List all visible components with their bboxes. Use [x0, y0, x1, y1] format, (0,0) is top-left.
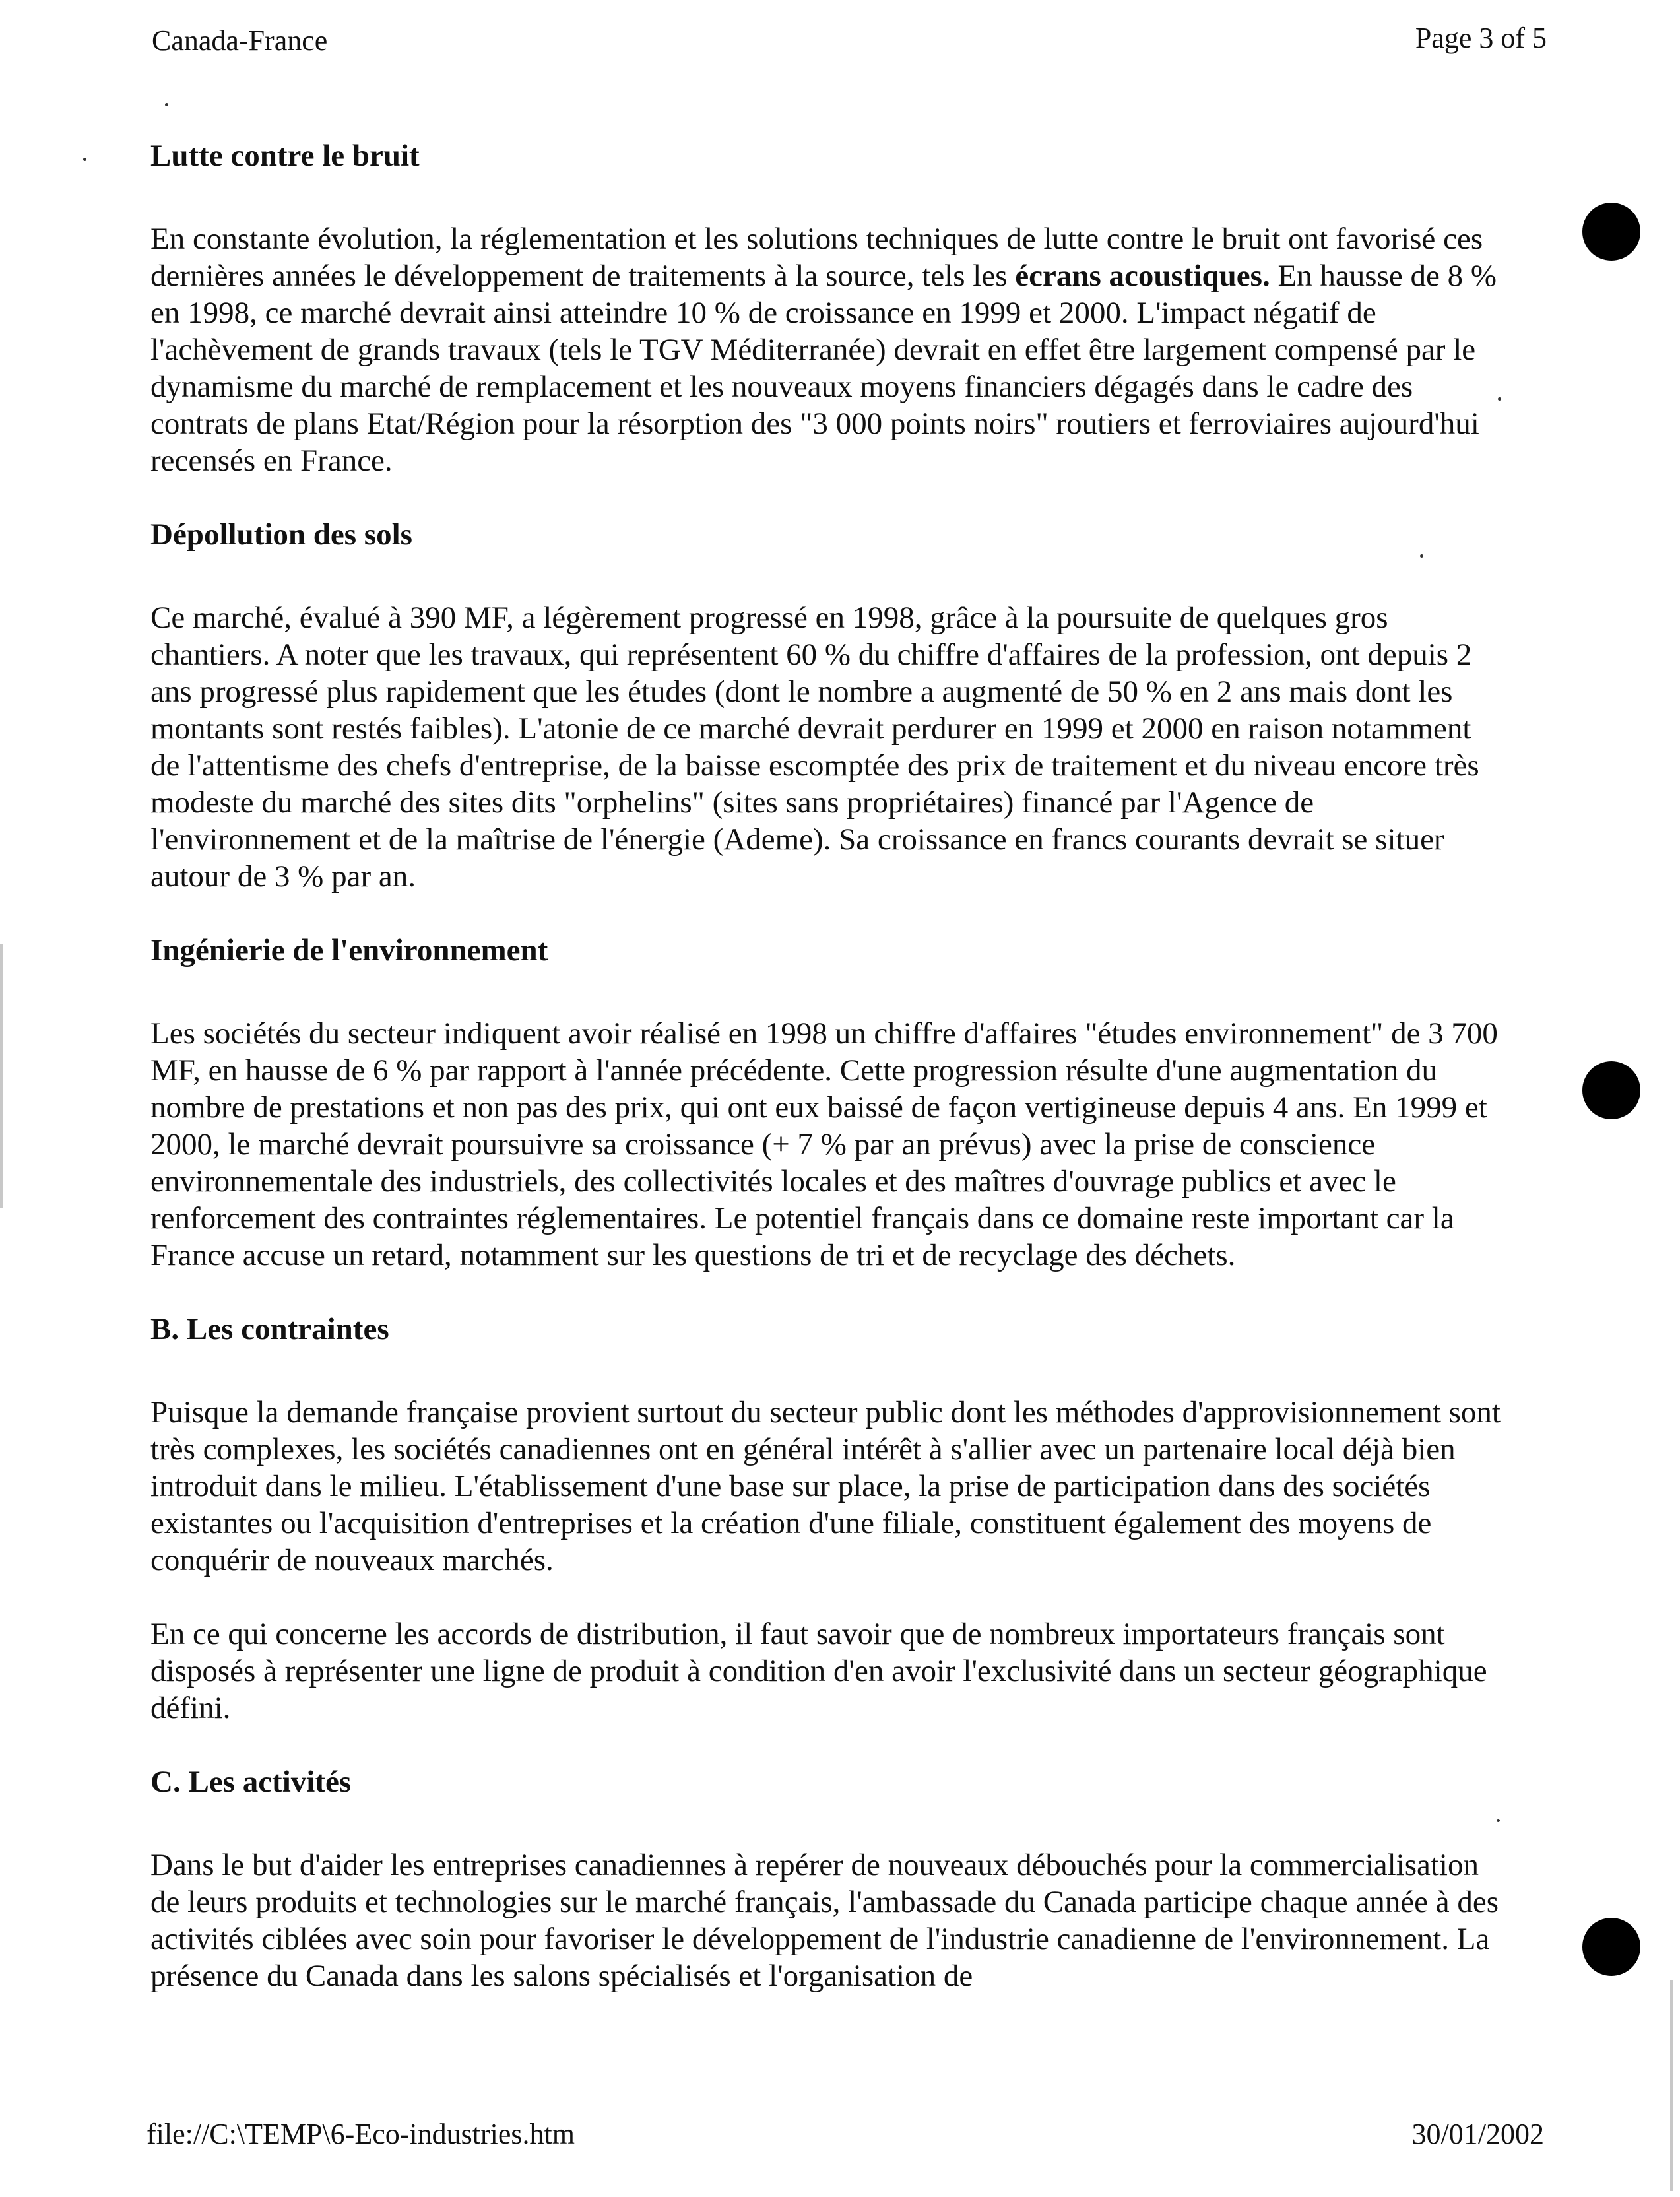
footer-date: 30/01/2002 — [1411, 2118, 1544, 2150]
section-depollution-des-sols — [150, 516, 1506, 895]
section-paragraph — [150, 220, 1506, 479]
paragraph-text: En constante évolution, la réglementation et les solutions techniques de lutte contre le bruit ont favorisé ces dernières années le développement de traitements à la source, tels les — [150, 222, 1483, 293]
section-paragraph: Puisque la demande française provient surtout du secteur public dont les méthodes d'approvisionnement sont très complexes, les sociétés canadiennes ont en général intérêt à s'allier avec un partenaire local déjà bien introduit dans le milieu. L'établissement d'une base sur place, la prise de participation dans des sociétés existantes ou l'acquisition d'entreprises et la création d'une filiale, constituent également des moyens de conquérir de nouveaux marchés. — [150, 1395, 1501, 1577]
scan-speck-mark — [1498, 397, 1501, 401]
scan-speck-mark — [1497, 1819, 1500, 1822]
section-les-contraintes — [150, 1311, 1506, 1726]
document-body — [150, 137, 1506, 2031]
paragraph-bold-text: écrans acoustiques. — [1015, 259, 1270, 293]
punch-hole-mark — [1582, 1061, 1640, 1119]
section-heading: Lutte contre le bruit — [150, 139, 420, 173]
section-paragraph: Les sociétés du secteur indiquent avoir réalisé en 1998 un chiffre d'affaires "études environnement" de 3 700 MF, en hausse de 6 % par rapport à l'année précédente. Cette progression résulte d'une augmentation du nombre de prestations et non pas des prix, qui ont eux baissé de façon vertigineuse depuis 4 ans. En 1999 et 2000, le marché devrait poursuivre sa croissance (+ 7 % par an prévus) avec la prise de conscience environnementale des industriels, des collectivités locales et des maîtres d'ouvrage publics et avec le renforcement des contraintes réglementaires. Le potentiel français dans ce domaine reste important car la France accuse un retard, notamment sur les questions de tri et de recyclage des déchets. — [150, 1016, 1498, 1272]
section-les-activites — [150, 1763, 1506, 1994]
section-lutte-contre-le-bruit — [150, 137, 1506, 479]
section-paragraph: Ce marché, évalué à 390 MF, a légèrement progressé en 1998, grâce à la poursuite de quelques gros chantiers. A noter que les travaux, qui représentent 60 % du chiffre d'affaires de la profession, ont depuis 2 ans progressé plus rapidement que les études (dont le nombre a augmenté de 50 % en 2 ans mais dont les montants sont restés faibles). L'atonie de ce marché devrait perdurer en 1999 et 2000 en raison notamment de l'attentisme des chefs d'entreprise, de la baisse escomptée des prix de traitement et du niveau encore très modeste du marché des sites dits "orphelins" (sites sans propriétaires) financé par l'Agence de l'environnement et de la maîtrise de l'énergie (Ademe). Sa croissance en francs courants devrait se situer autour de 3 % par an. — [150, 601, 1479, 894]
footer-file-path: file://C:\TEMP\6-Eco-industries.htm — [146, 2118, 575, 2150]
scan-speck-mark — [165, 103, 168, 106]
punch-hole-mark — [1582, 1918, 1640, 1976]
scan-edge-line — [1670, 1980, 1673, 2191]
section-heading: Ingénierie de l'environnement — [150, 933, 548, 967]
scan-speck-mark — [1420, 554, 1423, 558]
scan-edge-line — [0, 944, 3, 1208]
section-heading: C. Les activités — [150, 1765, 352, 1799]
section-ingenierie-environnement — [150, 932, 1506, 1274]
section-heading: Dépollution des sols — [150, 517, 412, 552]
header-site-title: Canada-France — [152, 24, 328, 57]
section-heading: B. Les contraintes — [150, 1312, 389, 1346]
header-page-number: Page 3 of 5 — [1415, 22, 1547, 54]
punch-hole-mark — [1582, 203, 1640, 261]
section-paragraph: Dans le but d'aider les entreprises canadiennes à repérer de nouveaux débouchés pour la commercialisation de leurs produits et technologies sur le marché français, l'ambassade du Canada participe chaque année à des activités ciblées avec soin pour favoriser le développement de l'industrie canadienne de l'environnement. La présence du Canada dans les salons spécialisés et l'organisation de — [150, 1848, 1499, 1993]
section-paragraph: En ce qui concerne les accords de distribution, il faut savoir que de nombreux importateurs français sont disposés à représenter une ligne de produit à condition d'en avoir l'exclusivité dans un secteur géographique défini. — [150, 1617, 1487, 1725]
paragraph-text: En hausse de 8 % en 1998, ce marché devrait ainsi atteindre 10 % de croissance en 1999 et 2000. L'impact négatif de l'achèvement de grands travaux (tels le TGV Méditerranée) devrait en effet être largement compensé par le dynamisme du marché de remplacement et les nouveaux moyens financiers dégagés dans le cadre des contrats de plans Etat/Région pour la résorption des "3 000 points noirs" routiers et ferroviaires aujourd'hui recensés en France. — [150, 259, 1497, 478]
scan-speck-mark — [83, 158, 86, 161]
